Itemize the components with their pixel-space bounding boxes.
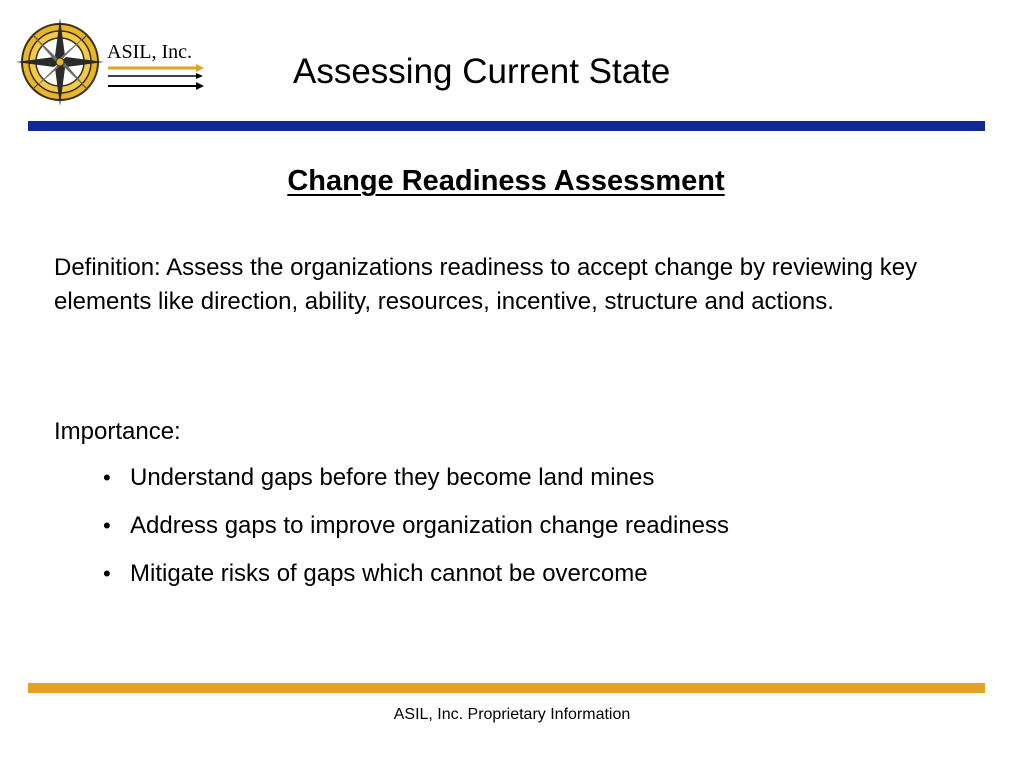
footer-text: ASIL, Inc. Proprietary Information [393,706,631,723]
logo-text: ASIL, Inc. [107,41,192,63]
bullet-item [103,509,729,557]
definition-text: Definition: Assess the organizations readiness to accept change by reviewing key elements like direction, ability, resources, incentive, structure and actions. [54,254,918,315]
importance-label: Importance: [54,418,181,445]
slide-title: Assessing Current State [293,52,671,91]
section-subtitle: Change Readiness Assessment [287,165,725,197]
company-logo [12,16,212,108]
bullet-icon: • [103,561,111,586]
bullet-item [103,557,729,605]
bullet-text: Address gaps to improve organization change readiness [130,512,730,539]
bullet-text: Understand gaps before they become land mines [130,464,655,491]
bullet-icon: • [103,513,111,538]
bullet-text: Mitigate risks of gaps which cannot be overcome [130,560,648,587]
importance-bullet-list [103,461,729,605]
bullet-icon: • [103,465,111,490]
bottom-divider [28,683,985,693]
top-divider [28,121,985,131]
bullet-item [103,461,729,509]
